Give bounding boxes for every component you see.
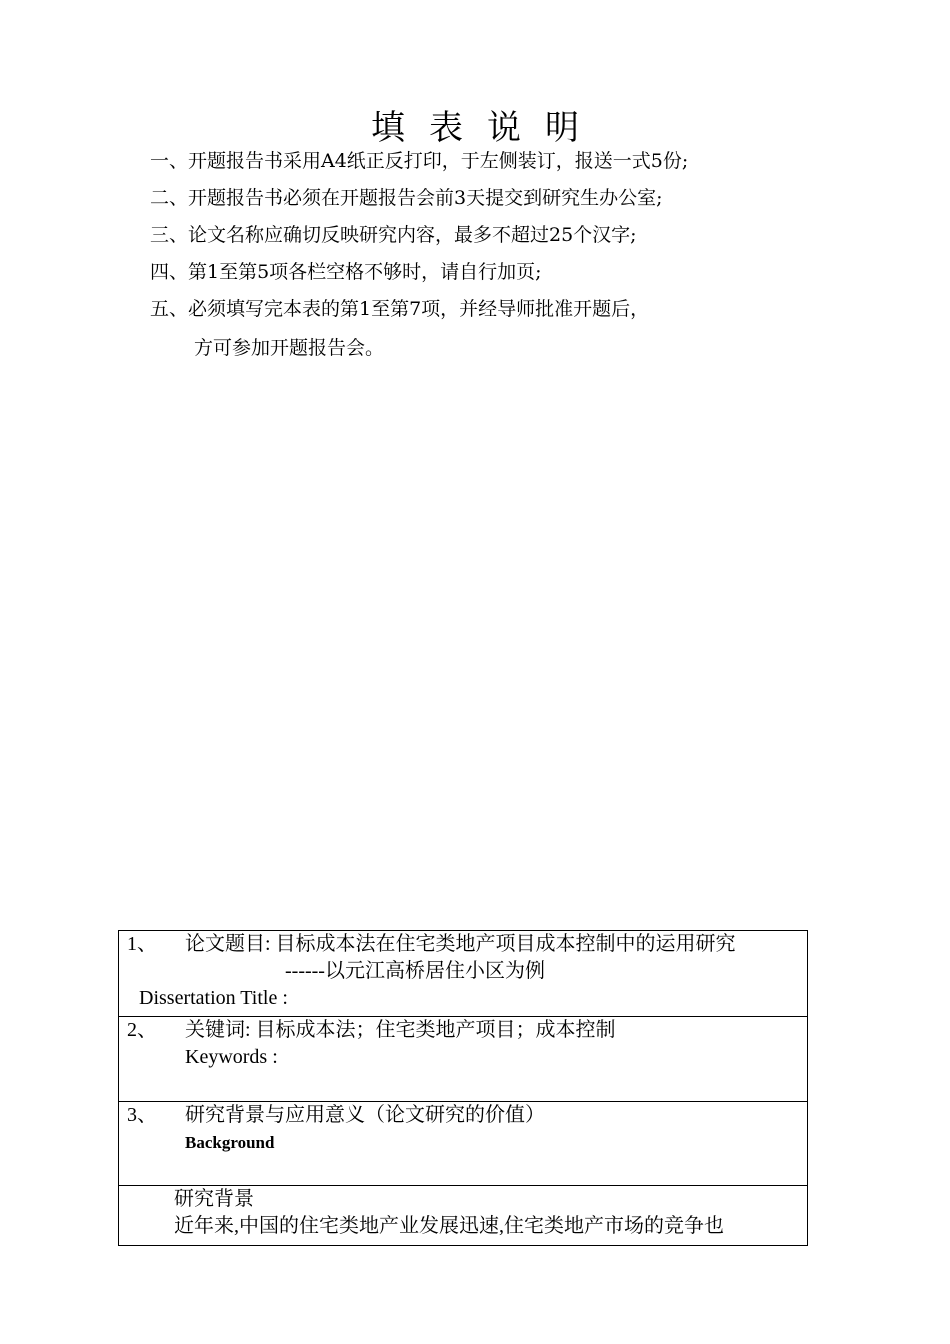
background-cell[interactable] <box>119 1102 808 1186</box>
dissertation-title-label: 论文题目: 目标成本法在住宅类地产项目成本控制中的运用研究 <box>185 933 736 955</box>
page-title: 填表说明 <box>371 108 603 148</box>
background-en-label: Background <box>185 1133 275 1152</box>
keywords-label: 关键词: 目标成本法；住宅类地产项目；成本控制 <box>185 1019 616 1041</box>
background-section-heading: 研究背景 <box>174 1188 254 1210</box>
instruction-item-5: 五、必须填写完本表的第1至第7项，并经导师批准开题后， <box>150 298 650 320</box>
item-number: 1、 <box>127 933 157 955</box>
instruction-item-5-continued: 方可参加开题报告会。 <box>194 337 385 359</box>
keywords-en-label: Keywords : <box>185 1046 278 1068</box>
item-number: 3、 <box>127 1104 157 1126</box>
dissertation-subtitle: ------以元江高桥居住小区为例 <box>285 960 545 982</box>
dissertation-title-en-label: Dissertation Title : <box>139 987 288 1009</box>
dissertation-title-cell[interactable] <box>119 931 808 1017</box>
background-label: 研究背景与应用意义（论文研究的价值） <box>185 1104 545 1126</box>
background-content-cell[interactable] <box>119 1186 808 1246</box>
proposal-form-table <box>118 930 808 1246</box>
instruction-item-3: 三、论文名称应确切反映研究内容，最多不超过25个汉字; <box>150 224 637 246</box>
instruction-item-4: 四、第1至第5项各栏空格不够时，请自行加页; <box>150 261 542 283</box>
instruction-item-1: 一、开题报告书采用A4纸正反打印，于左侧装订，报送一式5份; <box>150 150 689 172</box>
keywords-cell[interactable] <box>119 1017 808 1102</box>
background-paragraph: 近年来,中国的住宅类地产业发展迅速,住宅类地产市场的竞争也 <box>174 1215 724 1237</box>
instruction-item-2: 二、开题报告书必须在开题报告会前3天提交到研究生办公室; <box>150 187 663 209</box>
item-number: 2、 <box>127 1019 157 1041</box>
